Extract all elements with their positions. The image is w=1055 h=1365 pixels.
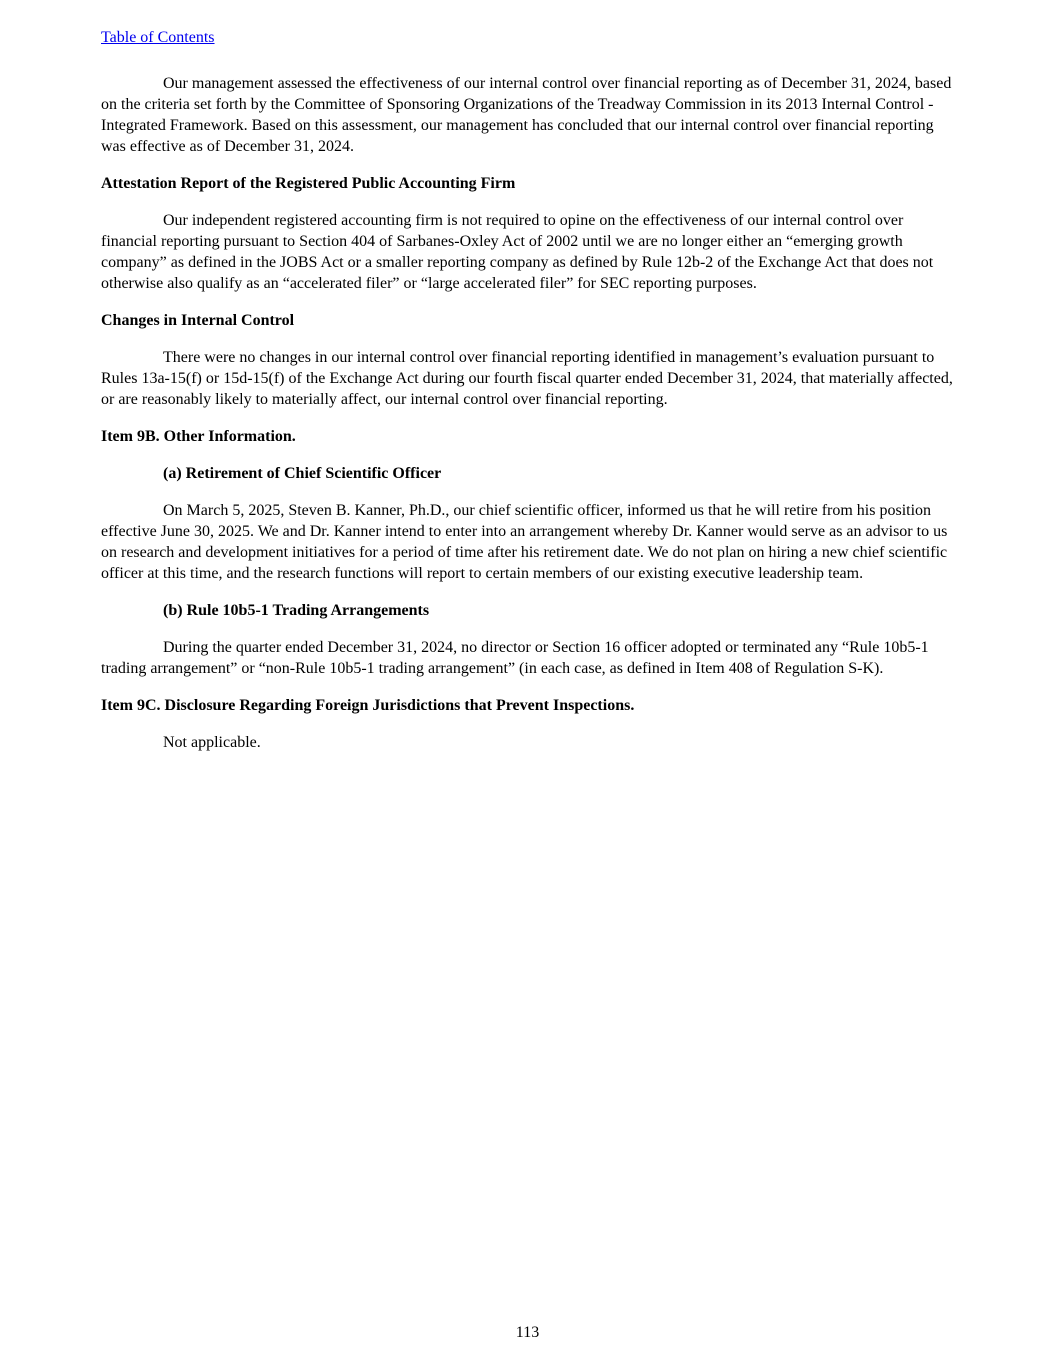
table-of-contents-link[interactable]: Table of Contents (101, 29, 215, 46)
paragraph-not-applicable: Not applicable. (163, 734, 261, 751)
paragraph-retirement: On March 5, 2025, Steven B. Kanner, Ph.D., our chief scientific officer, informed us that he will retire from his position effective June 30, 2025. We and Dr. Kanner intend to enter into an arrangement whereby Dr. Kanner would serve as an advisor to us on research and development initiatives for a period of time after his retirement date. We do not plan on hiring a new chief scientific officer at this time, and the research functions will report to certain members of our existing executive leadership team. (101, 502, 948, 582)
paragraph-trading-arrangements: During the quarter ended December 31, 2024, no director or Section 16 officer adopted or terminated any “Rule 10b5-1 trading arrangement” or “non-Rule 10b5-1 trading arrangement” (in each case, as defined in Item 408 of Regulation S-K). (101, 639, 929, 677)
paragraph-management-assessment: Our management assessed the effectiveness of our internal control over financial reporting as of December 31, 2024, based on the criteria set forth by the Committee of Sponsoring Organizations of the Treadway Commission in its 2013 Internal Control - Integrated Framework. Based on this assessment, our management has concluded that our internal control over financial reporting was effective as of December 31, 2024. (101, 75, 952, 155)
heading-item-9c: Item 9C. Disclosure Regarding Foreign Jurisdictions that Prevent Inspections. (101, 697, 635, 714)
page-number: 113 (515, 1324, 540, 1341)
subheading-rule-10b5-1: (b) Rule 10b5-1 Trading Arrangements (163, 602, 430, 619)
subheading-retirement-cso: (a) Retirement of Chief Scientific Officer (163, 465, 442, 482)
paragraph-attestation: Our independent registered accounting firm is not required to opine on the effectiveness of our internal control over financial reporting pursuant to Section 404 of Sarbanes-Oxley Act of 2002 until we are no longer either an “emerging growth company” as defined in the JOBS Act or a smaller reporting company as defined by Rule 12b-2 of the Exchange Act that does not otherwise also qualify as an “accelerated filer” or “large accelerated filer” for SEC reporting purposes. (101, 212, 934, 292)
heading-attestation-report: Attestation Report of the Registered Public Accounting Firm (101, 175, 516, 192)
heading-changes-internal-control: Changes in Internal Control (101, 312, 295, 329)
paragraph-changes: There were no changes in our internal control over financial reporting identified in management’s evaluation pursuant to Rules 13a-15(f) or 15d-15(f) of the Exchange Act during our fourth fiscal quarter ended December 31, 2024, that materially affected, or are reasonably likely to materially affect, our internal control over financial reporting. (101, 349, 953, 408)
document-body (101, 73, 956, 769)
heading-item-9b: Item 9B. Other Information. (101, 428, 296, 445)
